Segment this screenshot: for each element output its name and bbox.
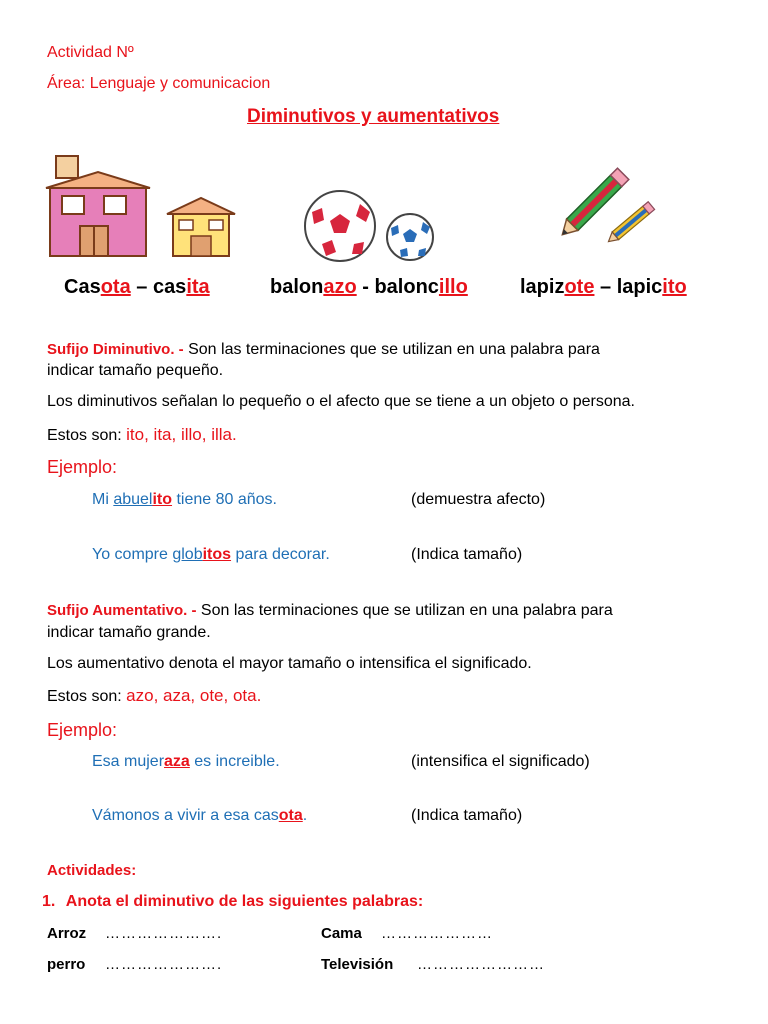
- example-suffix: aza: [164, 753, 190, 770]
- diminutive-suffix-list: [47, 425, 237, 445]
- question-number: 1.: [42, 893, 56, 910]
- these-are-label: Estos son:: [47, 427, 127, 444]
- word-prompt: perro: [47, 956, 86, 973]
- pair-root: – cas: [130, 276, 187, 298]
- word-prompt: Televisión: [321, 956, 394, 973]
- these-are-label: Estos son:: [47, 688, 127, 705]
- example-post: tiene 80 años.: [172, 491, 277, 508]
- augmentative-sentence: Los aumentativo denota el mayor tamaño o intensifica el significado.: [47, 655, 532, 672]
- answer-blank[interactable]: …………………: [381, 925, 493, 942]
- activity-number: Actividad Nº: [47, 44, 134, 61]
- example-sentence: [92, 491, 277, 509]
- example-pre: Yo compre: [92, 546, 173, 563]
- example-post: es increible.: [189, 753, 280, 770]
- example-root: abuel: [113, 491, 153, 508]
- question-text: Anota el diminutivo de las siguientes palabras:: [65, 893, 424, 910]
- pair-root: - balonc: [356, 276, 439, 298]
- diminutive-suffixes: ito, ita, illo, illa.: [126, 425, 237, 444]
- example-pre: Vámonos a vivir a esa cas: [92, 807, 279, 824]
- augmentative-suffix-list: [47, 686, 261, 706]
- pair-suffix-aug: azo: [323, 276, 357, 298]
- word-pair-casa: [64, 276, 210, 299]
- example-post: .: [302, 807, 308, 824]
- page-title: Diminutivos y aumentativos: [247, 106, 500, 127]
- diminutive-definition: [47, 341, 600, 359]
- small-ball-icon: [385, 212, 435, 262]
- diminutive-label: Sufijo Diminutivo. -: [47, 341, 184, 358]
- example-label: Ejemplo:: [47, 720, 118, 740]
- diminutive-definition-line2: indicar tamaño pequeño.: [47, 362, 224, 379]
- example-note: (intensifica el significado): [411, 753, 590, 770]
- example-sentence: [92, 753, 280, 771]
- pair-suffix-aug: ote: [564, 276, 595, 298]
- pair-root: balon: [270, 276, 324, 298]
- small-pencil-icon: [604, 196, 662, 246]
- pair-suffix-dim: ito: [662, 276, 687, 298]
- answer-blank[interactable]: ………………….: [105, 956, 223, 973]
- pair-suffix-dim: ita: [186, 276, 210, 298]
- example-root: glob: [172, 546, 203, 563]
- augmentative-definition: [47, 602, 613, 620]
- example-sentence: [92, 546, 330, 564]
- example-pre: Mi: [92, 491, 114, 508]
- big-ball-icon: [302, 188, 378, 264]
- area-label: Área: Lenguaje y comunicacion: [47, 75, 271, 92]
- augmentative-suffixes: azo, aza, ote, ota.: [126, 686, 262, 705]
- diminutive-sentence: Los diminutivos señalan lo pequeño o el afecto que se tiene a un objeto o persona.: [47, 393, 635, 410]
- diminutive-definition-text: Son las terminaciones que se utilizan en una palabra para: [183, 341, 600, 358]
- word-pair-lapiz: [520, 276, 687, 299]
- example-suffix: itos: [202, 546, 232, 563]
- augmentative-definition-text: Son las terminaciones que se utilizan en una palabra para: [196, 602, 613, 619]
- pair-suffix-dim: illo: [438, 276, 468, 298]
- question-1: [42, 893, 423, 911]
- word-prompt: Arroz: [47, 925, 87, 942]
- house-icon: [44, 152, 152, 260]
- pair-suffix-aug: ota: [100, 276, 131, 298]
- example-suffix: ota: [278, 807, 303, 824]
- example-suffix: ito: [152, 491, 173, 508]
- activities-heading: Actividades:: [47, 862, 137, 879]
- word-prompt: Cama: [321, 925, 362, 942]
- augmentative-definition-line2: indicar tamaño grande.: [47, 624, 211, 641]
- word-pair-balon: [270, 276, 468, 299]
- example-pre: Esa mujer: [92, 753, 165, 770]
- small-house-icon: [165, 194, 237, 258]
- example-post: para decorar.: [231, 546, 330, 563]
- augmentative-label: Sufijo Aumentativo. -: [47, 602, 197, 619]
- example-note: (Indica tamaño): [411, 546, 523, 563]
- pair-root: – lapic: [594, 276, 663, 298]
- example-sentence: [92, 807, 307, 825]
- example-note: (demuestra afecto): [411, 491, 546, 508]
- pair-root: Cas: [64, 276, 101, 298]
- example-label: Ejemplo:: [47, 457, 118, 477]
- answer-blank[interactable]: ………………….: [105, 925, 223, 942]
- answer-blank[interactable]: ……………………: [417, 956, 545, 973]
- example-note: (Indica tamaño): [411, 807, 523, 824]
- pair-root: lapiz: [520, 276, 565, 298]
